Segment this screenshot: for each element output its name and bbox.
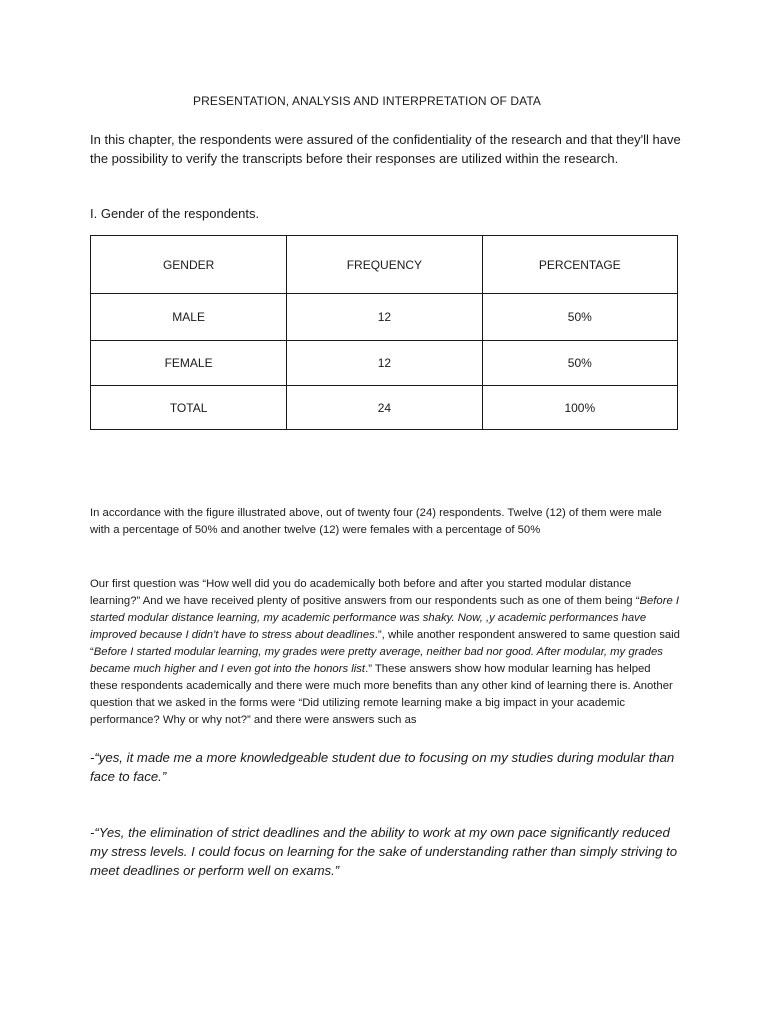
cell-percentage: 50% <box>482 341 677 386</box>
respondent-quote: Before I started modular distance learning, my academic performance was shaky. Now, ,y academic performances have improved because I didn't have to stress about deadlines <box>90 595 680 641</box>
header-percentage: PERCENTAGE <box>482 236 677 294</box>
cell-gender: MALE <box>91 294 287 341</box>
accordance-paragraph: In accordance with the figure illustrated above, out of twenty four (24) respondents. Twelve (12) of them were male with a percentage of 50% and another twelve (12) were females with a percentage of 50% <box>90 507 662 536</box>
cell-gender: TOTAL <box>91 386 287 430</box>
cell-percentage: 50% <box>482 294 677 341</box>
paragraph-text: .” These answers show how modular learning has helped these respondents academically and there were much more benefits than any other kind of learning there is. Another question that we asked in the forms were “Did utilizing remote learning make a big impact in your academic performance? Why or why not?” and there were answers such as <box>90 663 673 726</box>
answer-quote: -“Yes, the elimination of strict deadlines and the ability to work at my own pace significantly reduced my stress levels. I could focus on learning for the sake of understanding rather than simply striving to meet deadlines or perform well on exams.” <box>90 825 678 878</box>
respondent-quote: Before I started modular learning, my grades were pretty average, neither bad nor good. After modular, my grades became much higher and I even got into the honors list <box>90 646 663 675</box>
header-gender: GENDER <box>91 236 287 294</box>
cell-frequency: 12 <box>287 341 482 386</box>
paragraph-text: Our first question was “How well did you do academically both before and after you started modular distance learning?” And we have received plenty of positive answers from our respondents such as one of them being “ <box>90 578 640 607</box>
paragraph-text: .”, while another respondent answered to same question said “ <box>90 629 680 658</box>
table-row <box>91 294 678 341</box>
cell-frequency: 24 <box>287 386 482 430</box>
table-row <box>91 341 678 386</box>
cell-frequency: 12 <box>287 294 482 341</box>
table-header-row <box>91 236 678 294</box>
answer-quote: -“yes, it made me a more knowledgeable student due to focusing on my studies during modular than face to face.” <box>90 750 675 784</box>
cell-gender: FEMALE <box>91 341 287 386</box>
section-heading: I. Gender of the respondents. <box>90 206 260 221</box>
intro-paragraph: In this chapter, the respondents were assured of the confidentiality of the research and that they'll have the possibility to verify the transcripts before their responses are utilized within the research. <box>90 132 681 166</box>
document-title: PRESENTATION, ANALYSIS AND INTERPRETATION OF DATA <box>192 94 542 108</box>
table-row <box>91 386 678 430</box>
gender-table <box>90 235 678 430</box>
header-frequency: FREQUENCY <box>287 236 482 294</box>
first-question-paragraph <box>90 576 680 729</box>
cell-percentage: 100% <box>482 386 677 430</box>
